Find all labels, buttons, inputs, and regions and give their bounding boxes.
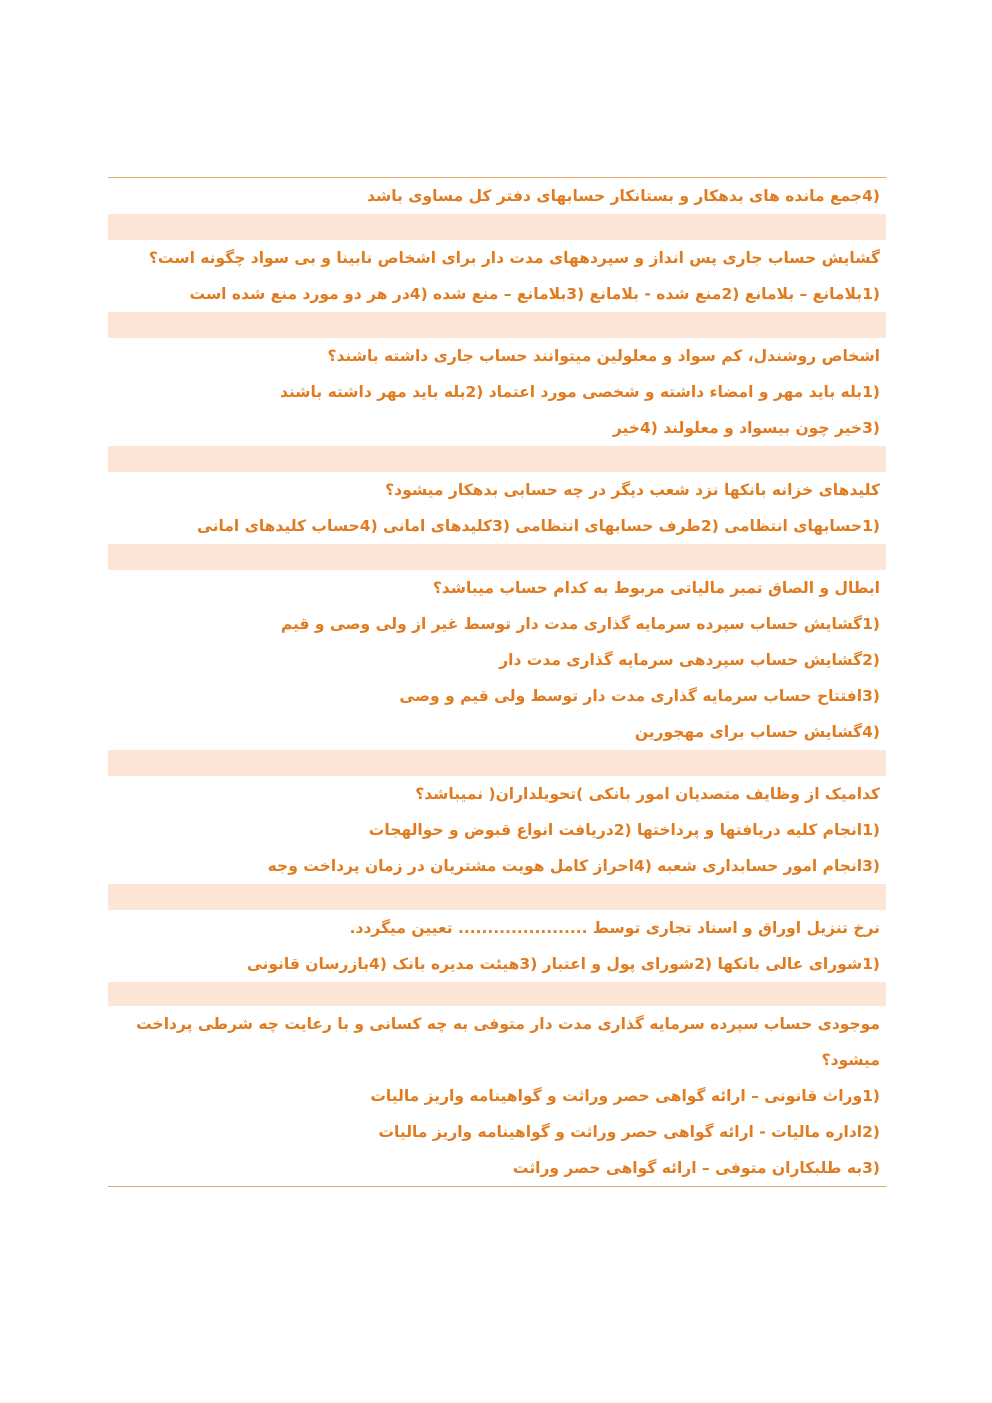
question-block-4 xyxy=(108,472,886,544)
answer-line: (1بلامانع – بلامانع (2منع شده - بلامانع (3بلامانع – منع شده (4در هر دو مورد منع شده است xyxy=(189,285,880,303)
question-block-7 xyxy=(108,910,886,982)
row-separator xyxy=(108,884,886,910)
question-block-6 xyxy=(108,776,886,884)
answer-line: (3به طلبکاران متوفی – ارائه گواهی حصر وراثت xyxy=(512,1159,880,1177)
question-table xyxy=(108,177,886,1187)
answer-line: (4جمع مانده های بدهکار و بستانکار حسابهای دفتر کل مساوی باشد xyxy=(367,187,880,205)
row-separator xyxy=(108,982,886,1006)
question-text: اشخاص روشندل، کم سواد و معلولین میتوانند حساب جاری داشته باشند؟ xyxy=(327,347,880,365)
question-text: گشایش حساب جاری پس انداز و سپردههای مدت دار برای اشخاص نابینا و بی سواد چگونه است؟ xyxy=(148,249,880,267)
answer-line: (3خیر چون بیسواد و معلولند (4خیر xyxy=(612,419,880,437)
answer-line: (1انجام کلیه دریافتها و پرداختها (2دریافت انواع قبوض و حوالهجات xyxy=(368,821,880,839)
question-text: کلیدهای خزانه بانکها نزد شعب دیگر در چه حسابی بدهکار میشود؟ xyxy=(385,481,880,499)
question-block-5 xyxy=(108,570,886,750)
question-text: کدامیک از وظایف متصدیان امور بانکی )تحویلداران( نمیباشد؟ xyxy=(415,785,880,803)
answer-line: (1بله باید مهر و امضاء داشته و شخصی مورد اعتماد (2بله باید مهر داشته باشند xyxy=(280,383,880,401)
answer-line: (2اداره مالیات - ارائه گواهی حصر وراثت و گواهینامه واریز مالیات xyxy=(378,1123,880,1141)
answer-block-1 xyxy=(108,178,886,214)
question-text: ابطال و الصاق تمبر مالیاتی مربوط به کدام حساب میباشد؟ xyxy=(432,579,880,597)
answer-line: (4گشایش حساب برای مهجورین xyxy=(634,723,880,741)
answer-line: (1گشایش حساب سپرده سرمایه گذاری مدت دار توسط غیر از ولی وصی و قیم xyxy=(280,615,880,633)
question-text: نرخ تنزیل اوراق و اسناد تجاری توسط ...................... تعیین میگردد. xyxy=(349,919,880,937)
answer-line: (3افتتاح حساب سرمایه گذاری مدت دار توسط ولی قیم و وصی xyxy=(399,687,880,705)
row-separator xyxy=(108,446,886,472)
row-separator xyxy=(108,750,886,776)
answer-line: (3انجام امور حسابداری شعبه (4احراز کامل هویت مشتریان در زمان پرداخت وجه xyxy=(267,857,880,875)
row-separator xyxy=(108,312,886,338)
question-block-8 xyxy=(108,1006,886,1186)
question-block-2 xyxy=(108,240,886,312)
row-separator xyxy=(108,214,886,240)
question-block-3 xyxy=(108,338,886,446)
question-text: موجودی حساب سپرده سرمایه گذاری مدت دار متوفی به چه کسانی و با رعایت چه شرطی پرداخت میشود؟ xyxy=(136,1015,880,1069)
answer-line: (2گشایش حساب سپردهی سرمایه گذاری مدت دار xyxy=(499,651,880,669)
row-separator xyxy=(108,544,886,570)
answer-line: (1شورای عالی بانکها (2شورای پول و اعتبار (3هیئت مدیره بانک (4بازرسان قانونی xyxy=(246,955,880,973)
answer-line: (1حسابهای انتظامی (2طرف حسابهای انتظامی (3کلیدهای امانی (4حساب کلیدهای امانی xyxy=(197,517,880,535)
answer-line: (1وراث قانونی – ارائه گواهی حصر وراثت و گواهینامه واریز مالیات xyxy=(370,1087,880,1105)
